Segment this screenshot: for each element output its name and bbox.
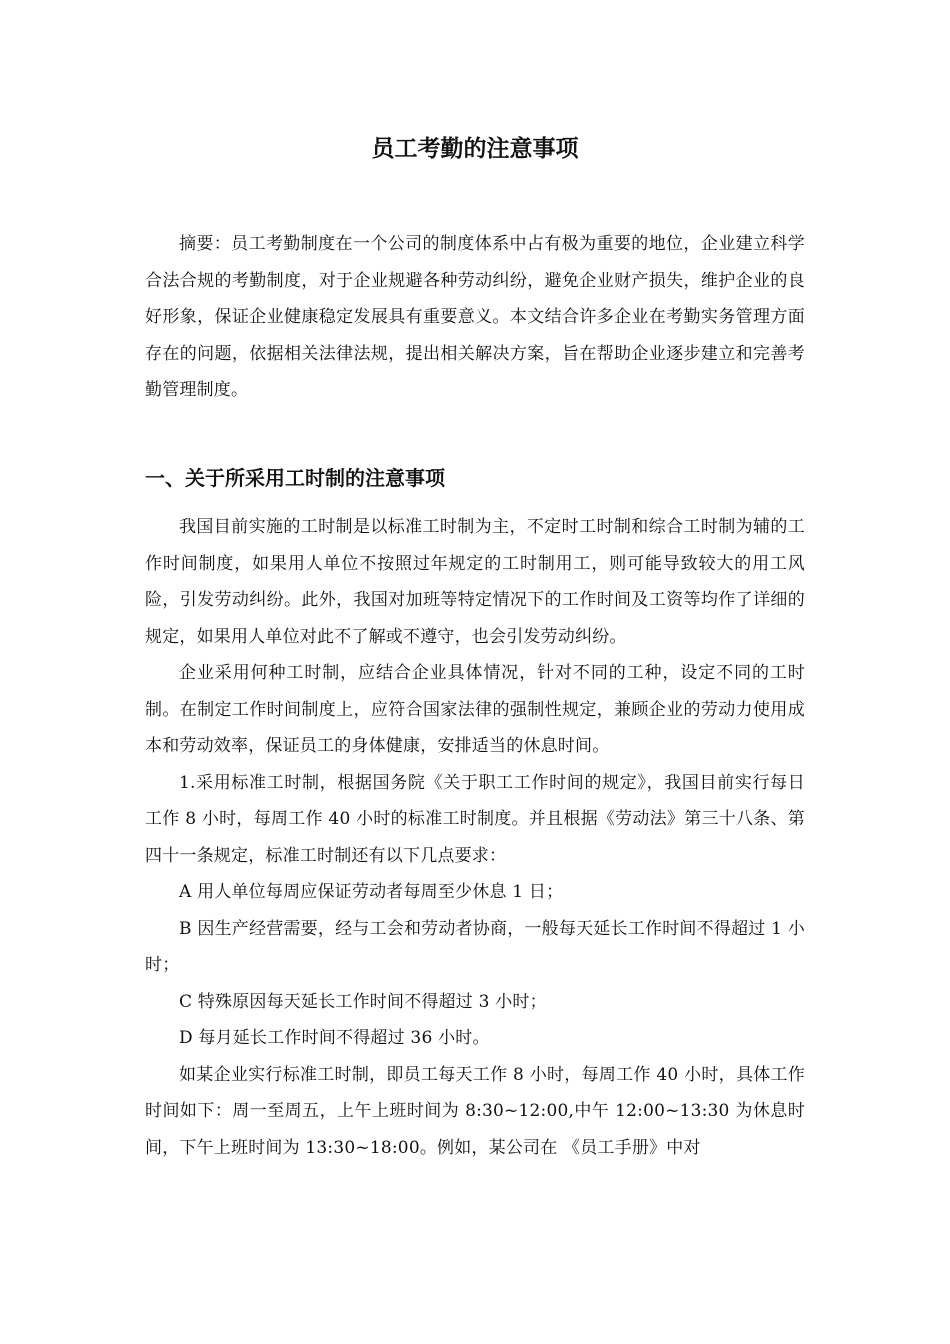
abstract-block	[145, 226, 805, 409]
section-body	[145, 509, 805, 1166]
body-paragraph: 企业采用何种工时制，应结合企业具体情况，针对不同的工种，设定不同的工时制。在制定工作时间制度上，应符合国家法律的强制性规定，兼顾企业的劳动力使用成本和劳动效率，保证员工的身体健康，安排适当的休息时间。	[145, 663, 805, 756]
document-title: 员工考勤的注意事项	[371, 136, 579, 162]
body-paragraph: 我国目前实施的工时制是以标准工时制为主，不定时工时制和综合工时制为辅的工作时间制度，如果用人单位不按照过年规定的工时制用工，则可能导致较大的用工风险，引发劳动纠纷。此外，我国对加班等特定情况下的工作时间及工资等均作了详细的规定，如果用人单位对此不了解或不遵守，也会引发劳动纠纷。	[145, 517, 805, 647]
body-paragraph: 如某企业实行标准工时制，即员工每天工作 8 小时，每周工作 40 小时，具体工作时间如下：周一至周五，上午上班时间为 8:30~12:00,中午 12:00~13:30 为休息时间，下午上班时间为 13:30~18:00。例如，某公司在 《员工手册》中对	[145, 1064, 805, 1158]
list-item-a: A 用人单位每周应保证劳动者每周至少休息 1 日；	[179, 882, 564, 902]
section-heading: 一、关于所采用工时制的注意事项	[145, 466, 445, 490]
abstract-paragraph: 摘要：员工考勤制度在一个公司的制度体系中占有极为重要的地位，企业建立科学合法合规的考勤制度，对于企业规避各种劳动纠纷，避免企业财产损失，维护企业的良好形象，保证企业健康稳定发展具有重要意义。本文结合许多企业在考勤实务管理方面存在的问题，依据相关法律法规，提出相关解决方案，旨在帮助企业逐步建立和完善考勤管理制度。	[145, 234, 805, 400]
list-item-b: B 因生产经营需要，经与工会和劳动者协商，一般每天延长工作时间不得超过 1 小时；	[145, 918, 805, 975]
list-item-c: C 特殊原因每天延长工作时间不得超过 3 小时；	[179, 991, 547, 1012]
body-paragraph: 1.采用标准工时制，根据国务院《关于职工工作时间的规定》，我国目前实行每日工作 8 小时，每周工作 40 小时的标准工时制度。并且根据《劳动法》第三十八条、第四十一条规定，标准工时制还有以下几点要求：	[145, 772, 805, 866]
list-item-d: D 每月延长工作时间不得超过 36 小时。	[179, 1028, 490, 1048]
